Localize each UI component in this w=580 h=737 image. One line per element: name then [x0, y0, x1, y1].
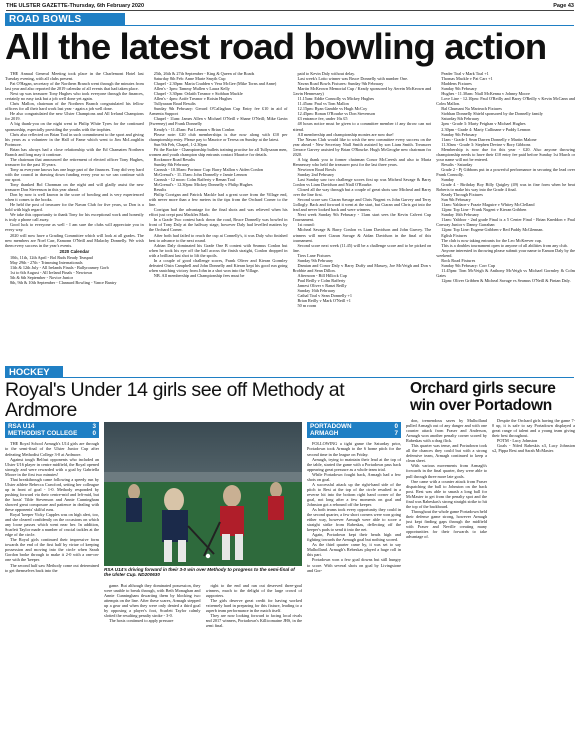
paragraph: Sunday 9th February: Gerard O'Callaghan Cup Entry fee £10 in aid of Armenta Support	[148, 106, 288, 117]
paragraph: Sunday 9th February	[441, 86, 477, 92]
score-value-2: 0	[92, 430, 96, 438]
paragraph: Rock Road Fixtures	[441, 257, 476, 263]
score-team-1: PORTADOWN	[310, 423, 352, 430]
orchard-headline: Orchard girls secure win over Portadown	[410, 380, 556, 414]
score-value-1: 0	[394, 423, 398, 430]
paragraph: Keady Through Fixtures	[441, 192, 483, 198]
paragraph: Adrian Daly dominated his Grade One B contest with Seamus Conlon but when he took his eye off the ball across the finish straight, Conlon dropped in with a brilliant last shot to lift the spoils.	[148, 242, 288, 258]
paragraph: 48 hours notice must be given to a committee member if any throw can not attend.	[292, 121, 432, 132]
paragraph: Portadown won a few goal downs but still hungry to score. With several shots on goal by Livingstone and Gor-	[307, 557, 401, 573]
paragraph: A big thank-you on the night went to Philip White Tyres for the continued sponsorship, especially providing the youths with the trophies.	[5, 121, 144, 132]
paragraph: Chapel - 2.30pm: Maria Cradden v Vera McGee (Mike Torns and Anne)	[153, 81, 277, 87]
paragraph: 12pm: Top Line - Frank Nugent v Kieran Gribben	[441, 207, 527, 213]
paragraph: Chapel - 3.30pm: Orlaith Treanor v Siobhan Mackle	[153, 91, 243, 97]
paragraph: With various movements from Armagh's forwards in the final quarter, they were able to pull through three more late goals.	[406, 463, 487, 479]
paragraph: Sun 9th February	[441, 197, 471, 203]
hockey-rule	[63, 377, 574, 378]
paragraph: 12pm: Top Line: Eugene Gribben v Red Paddy McGlennan.	[441, 227, 544, 233]
paragraph: Results - Saturday	[441, 161, 473, 167]
paragraph: Tiers Lane Fixtures	[297, 252, 331, 258]
paragraph: 2020 will now have a Grading Committee which will look at all grades. The new members are Noel Carr, Eamonn O'Neill and Malachy Donnelly. We wish them every success in the year's events.	[5, 232, 144, 248]
paragraph: Armagh, trying to maintain their lead at the top of the table, started the game with a Portadown pass back appearing great pressure as a whole team trial.	[307, 456, 401, 472]
road-bowls-column-2	[149, 71, 288, 361]
paragraph: Last week's Lotto winner was Bruce Donnelly with number One.	[297, 76, 409, 82]
paragraph: 12.15pm: Ryan Gamble vs Hugh McCoy	[297, 106, 368, 112]
paragraph: Sunday 9th February: Corr Cup	[441, 262, 496, 268]
paragraph: Martin McKeown Memorial Cup / Keady sponsored by Aerein McKeown and Gavin Hennessey)	[292, 86, 432, 97]
paragraph: In a couple of good challenge scores, Frank Oliver and Kieran Gormley defeated Oisin Campbell and John Donnelly and Kieran kept his good run going when snatching victory from John in a shot won into the Village.	[148, 257, 288, 273]
paragraph: Next week Sunday 9th February - 11am start sees the Kevin Calvert Cup Tournament.	[292, 212, 432, 223]
paragraph: Love Line - 12.10pm: Paul O'Reilly and Barry O'Reilly v Kevin McCann and Colm Mallon.	[436, 96, 575, 107]
paragraph: Last Sunday saw two challenge scores first up was Micheal Savage & Barry Conlon vs Liam Davidson and Niall O'Rourke.	[292, 176, 432, 188]
paragraph: 25th, 26th & 27th September - King & Queen of the Roads	[153, 71, 255, 76]
paragraph: Sun 9th Feb, Chapel, 1-2.30pm	[153, 141, 207, 147]
paragraph: Navan Road Bowls Fixtures: Sunday 9th February	[297, 81, 384, 87]
subheading: 2020 Calendar	[59, 248, 90, 254]
page-number: Page 43	[553, 3, 574, 9]
orchard-article-column-2	[406, 418, 487, 730]
paragraph: A successful attack up the right-hand side of the pitch to Rest at the top of the circle resulted in a reverse hit into the bottom right hand corner of the goal, not long after a few moments on goal and Johnston got a rebound off the keeper.	[307, 481, 401, 507]
paragraph: THE Royal School Armagh's U14 girls are through to the semi-final of the Ulster Junior Cup after defeating Methodist College 3-0 at Ardmore.	[5, 441, 99, 457]
paragraph: That breakthrough came following a speedy run by Ulster athlete Rebecca Crawford, setting her colleague up in front of goal - 1-0. Methody responded by pushing forward via their centre-mid and left-mid, but the hosts' Tilde Stevenson and Annie Cunningham showed great composure and patience in dealing with these opponents' skilful runs.	[5, 476, 99, 513]
paragraph: Please note: £20 club memberships is due now along with £10 per championship entry. Please pay to Maurice or Teresa on Sunday at the latest.	[148, 131, 288, 142]
paragraph: 8th, 9th & 10th September - Clannard Bowling - Vance Bantry	[10, 279, 117, 285]
orchard-article-body-3	[492, 418, 575, 453]
paragraph: Bal Chumant Na Marteach Fixtures	[441, 106, 502, 112]
road-bowls-columns	[5, 71, 575, 361]
paragraph: Tony as everyone knows has one huge part of the finances. Tony did very hard with the council in drawing down funding every year so we can continue with our sport.	[5, 166, 144, 182]
paragraph: Saturday 8th Feb: Anne Marie Smyth Cup	[153, 76, 226, 82]
paragraph: Brian has always had a close relationship with the Ed Chamaten Northern Branch and long may it continue.	[5, 146, 144, 157]
paragraph: Damian and Conor Daly v Barry Duffy and Massey, Joe McVeigh and Don v Brobbie and Sean Dillon.	[292, 262, 432, 273]
paragraph: right to the end and ran out deserved three-goal winners, much to the delight of the large crowd of supporters.	[205, 583, 302, 599]
royal-article-continued	[104, 583, 302, 734]
paragraph: Don by now is well known in the score of bowling and is very experienced when it comes to the books.	[5, 192, 144, 203]
paragraph: Grade 2 - Pj Gibbons put in a powerful performance in securing the lead over Frank Connolly.	[436, 166, 575, 177]
paragraph: £3 entrance fee, under 16s £5	[297, 116, 348, 122]
royal-article-column-2	[104, 583, 201, 734]
paragraph: Good luck to everyone as well - I am sure the clubs will appreciate you in every way.	[5, 222, 144, 233]
paragraph: In a Grade Two contest back down the road, Bruce Donnelly was bowled in front of Tony Daly at the halfway stage, however Daly had levelled matters by the Orchard Corner.	[148, 217, 288, 233]
paragraph: Chapel - 11am: James Allen v Michael O'Neill v Shane O'Neill; Mike Gavin (Sweeney) and Frank Donnelly	[148, 116, 288, 127]
road-bowls-column-4	[436, 71, 575, 361]
paragraph: A big thank you to former chairman Conor McCreesh and also to Maria Hennessey who held the treasurer post for the last three years.	[292, 156, 432, 167]
score-value-1: 3	[92, 423, 96, 430]
paragraph: Results	[153, 187, 167, 193]
royal-headline: Royal's Under 14 girls see off Methody at Ardmore	[5, 379, 345, 421]
paragraph: 5th & 6th September - Novice Junior	[10, 274, 74, 280]
paragraph: Sunday 16th February	[441, 212, 480, 218]
paragraph: FOLLOWING a tight game the Saturday prior, Portadown took Armagh to the 6 home pitch for the second time in the league on Friday.	[307, 441, 401, 457]
paragraph: Rockmore Road Results	[153, 156, 196, 162]
paragraph: Eglish Fixtures	[441, 232, 468, 238]
paragraph: THE Annual General Meeting took place in the Charlemont Hotel last Tuesday evening, with all clubs present.	[5, 71, 144, 82]
paragraph: Next up was treasurer Tony Hughes who took everyone through the finances, certainly no easy task but a job well done yet again.	[5, 91, 144, 102]
road-bowls-column-3	[293, 71, 432, 361]
paragraph: Fit the Buckie - Championship bullets training practise for all Tullysaran men, women and youth champion ship entrants contact Maurice for details.	[148, 146, 288, 157]
paragraph: Sunday 16th February	[297, 288, 336, 294]
orchard-article-body-1	[307, 441, 401, 572]
score-team-2: ARMAGH	[310, 430, 339, 438]
paragraph: After both had failed to reach the cup at Connelly's, it was Daly who finished best to advance to the next round.	[148, 232, 288, 243]
masthead-title: THE ULSTER GAZETTE-Thursday, 6th February 2020	[6, 3, 145, 9]
paragraph: As the third quarter came by, it was set to say Mulholland. Armagh's Rebeskas played a huge roll in this part.	[307, 542, 401, 558]
royal-scorebox	[5, 422, 99, 438]
paragraph: Tullyaraan Road Results	[153, 101, 196, 107]
paragraph: He held the post of treasurer for the Navan Club for five years, so Don is a hold with high regard.	[5, 202, 144, 213]
paragraph: The hosts continued to apply pressure	[109, 618, 174, 624]
paragraph: McGrenal's - 12.30pm: Mickey Donnelly v Philip Hughes	[153, 182, 253, 188]
orchard-article-column-3	[492, 418, 575, 730]
paragraph: Second score next week (11.45) will be a challenge score and to be picked on line.	[292, 242, 432, 253]
paragraph: paid to Kevin Daly without delay.	[297, 71, 356, 76]
section-label-hockey: HOCKEY	[5, 366, 63, 378]
paragraph: He also congratulated the new Ulster Champions and All Ireland Champions for 2019.	[5, 111, 144, 122]
score-team-1: RSA U14	[8, 423, 35, 430]
score-team-2: METHODIST COLLEGE	[8, 430, 78, 438]
paragraph: Carrush - 12 noon: Colm Rafferty v Renan Toal	[153, 176, 235, 182]
paragraph: They are now looking forward to facing local rivals and 2017 winners, Portadown's Killicomaine JHS, in the semi final.	[205, 613, 302, 629]
paragraph: Sunday 9th February	[297, 257, 334, 263]
paragraph: Philip Corrigan and Patrick Mackle had a great score from the Village end, with never more than a few meters in the tips from the Orchard Corner to the line.	[148, 192, 288, 208]
paragraph: The chairman that announced the retirement of elected officer Tony Hughes, treasurer for the past 10 years.	[5, 156, 144, 167]
royal-article-body	[5, 441, 99, 572]
paragraph: 11.45pm: Tom McVeigh & Anthony McVeigh vs Michael Gormley & Colm Gates	[436, 267, 575, 278]
paragraph: 11am - Grade 1 Sean Darren Donnelly v Martin Malone	[441, 136, 537, 142]
paragraph: 1st to 6th August - All Ireland Finals - Newtown	[10, 269, 93, 275]
paragraph: Throughout the whole game Portadown held their defense game strong, however Armagh just kept finding gaps through the midfield with Fraser and Neville creating many opportunities for their forwards to take advantage of.	[406, 508, 487, 540]
paragraph: 11th & 12th July - All Irelands Finals - Ballyroamey Gorb	[10, 264, 109, 270]
paragraph: Sunday 2nd February	[297, 171, 335, 177]
paragraph: 11am: Yaldoor - 2nd grade Final is a 5 Center Final - Brian Kneddon v Paul Conway Junior v Danny Garrahan	[436, 217, 575, 228]
paragraph: Carrush - 10.30am: Portmor Cup: Barry Mallon v Aiden Conlon	[153, 166, 264, 172]
paragraph: Sunday 9th February	[441, 131, 477, 137]
paragraph: Pat O'Hagan, secretary of the Northern Branch went through the minutes from last year and also reported the 2019 calendar of all events that had taken place.	[5, 81, 144, 92]
paragraph: 11.15am: Eddie Connolly vs Mickey Hughes	[297, 96, 375, 102]
paragraph: Jamesi Oliver v Ranzi Reilly	[297, 282, 347, 288]
paragraph: Again, Portadown kept their heads high and fighting towards the Armagh goal but nothing scored.	[307, 532, 401, 543]
paragraph: Brian Reilly v Mark O'Neill +1	[297, 298, 351, 304]
orchard-article-column-1	[307, 422, 401, 734]
paragraph: Despite the Orchard girls having the game 7-0 up, it is safe to say Portadown displayed a great range of talent and a young team giving their best throughout.	[492, 418, 575, 439]
paragraph: All membership and championship monies are now due!	[297, 131, 394, 137]
paragraph: 10th, 11th, 12th April - Bol Ruds Ready Teaspad	[10, 254, 93, 260]
photo-caption: RSA U14's driving forward in their 3-0 win over Methody to progress to the semi-final of the Ulster Cup. ND200630	[104, 567, 295, 578]
paragraph: don, tremendous saves by Mulholland pulled Armagh out of any danger and with one counter attack from Fraser and Anderson, Armagh won another penalty corner scored by Rabeskas with a drag flick.	[406, 418, 487, 444]
paragraph: Allen's - 4pm: Aoife Treanor v Roisin Hughes	[153, 96, 233, 102]
paragraph: This quarter was tense, and Portadown took all the chances they could but with a strong defensive team, Armagh continued to keep a clean sheet.	[406, 443, 487, 464]
paragraph: May 29th - 27th - Trimming Internationals	[10, 259, 83, 265]
orchard-article-body-2	[406, 418, 487, 539]
paragraph: 11am: Yaldaoe v Frazie Maguire v Whitey McClelland	[441, 202, 535, 208]
paragraph: The club is now taking entrants for the Leo McKeever cup.	[441, 237, 542, 243]
paragraph: 12pm: Oliver Gribben & Micheal Savage vs Seamus O'Neill & Fintan Daly.	[441, 277, 571, 283]
paragraph: As both teams took every opportunity they could in the second quarter, a few short corners were won going either way, however Armagh were able to score a straight strike from Rabeskas, deflecting off the keeper's pads to send it into the net.	[307, 507, 401, 533]
royal-article-column-3	[206, 583, 303, 734]
paragraph: Allen's - 3pm: Tammy Mullen v Laura Kelly	[153, 86, 230, 92]
paragraph: Grade 4 - Birthday Boy Billy Quigley (49) was in fine form when he beat Roberts to make his way into the Grade 4 final.	[436, 182, 575, 193]
orchard-scorebox	[307, 422, 401, 438]
paragraph: The Navan Club would like to wish the new committee every success on the year ahead - New Secretary Niall Smith assisted by son Liam Smith. Treasurer Gerrace Garvey assisted by Brian O'Rourke. Hugh McGeoghe new chairman for 2020.	[292, 136, 432, 157]
paragraph: The girls deserve great credit for having worked extremely hard in preparing for this fixture, leading to a superb team performance in the match itself.	[205, 598, 302, 614]
paragraph: Newtown Road Bowls	[297, 166, 336, 172]
paragraph: Paul Reilly v Colm Rafferty	[297, 277, 346, 283]
paragraph: Royal 'keeper Vicky Capples was on high alert, too, and she cleared confidently on the occasions on which any loose passes which went near her. In addition, Scarlett Taylor made a number of crucial tackles at the edge of the circle.	[5, 512, 99, 538]
paragraph: Against tough Belfast opponents who included an Ulster U16 player in centre midfield, the Royal opened strongly and were rewarded with a goal by Gabriella Moore in the first two minutes!	[5, 456, 99, 477]
main-headline: All the latest road bowling action	[5, 26, 547, 67]
paragraph: Thomas Mackle v Pat Carr +1	[441, 76, 493, 82]
paragraph: Maddens Fixtures	[441, 81, 472, 87]
paragraph: Keady's - 11.45am: Pat Lennon v Brian Conlon	[153, 126, 235, 132]
paragraph: Chris also reflected on Brian Toal in such commitment to the sport and giving his years as a volunteer in the Hall of Fame which went to Jim McLoughlin Portmore.	[5, 131, 144, 147]
paragraph: While Portadown fought back, Armagh had a few shots on goal.	[307, 471, 401, 482]
paragraph: Sunday	[441, 176, 454, 182]
paragraph: Chris Mallon, chairman of the Northern Branch congratulated his fellow officers for all their hard work last year - again a job well done.	[5, 101, 144, 112]
paragraph: Hughes - 11.30am: Niall McKenna v Johnny Moore	[441, 91, 530, 97]
paragraph: The second half saw Methody come out determined to get themselves back into the	[5, 562, 99, 573]
paragraph: Second score saw Ciaran Savage and Chris Nugent vs John Garvey and Terry Gollogly. Back and forward it went at the start, but Ciaran and Chris got into the lead and never looked back and were winners.	[292, 197, 432, 213]
paragraph: POTM - Lucy Johnston	[497, 438, 538, 444]
hockey-photo-image	[104, 422, 302, 566]
paragraph: 11.45am: Paul vs Tom Mallon	[297, 101, 349, 107]
paragraph: Corrigan had the advantage for the final shots and was relieved when his effort just crept past Mackles Mark.	[148, 207, 288, 218]
paragraph: This is a doubles tournament open to anyone of all abilities from any club.	[441, 242, 568, 248]
paragraph: 1st round:	[297, 222, 315, 228]
paragraph: Membership is now due for this year - £20. Also anyone throwing championship needs to have their £10 entry fee paid before Sunday 1st March or your name will not be entered.	[436, 146, 575, 162]
royal-article-column	[5, 422, 99, 734]
masthead	[6, 2, 574, 11]
road-bowls-column-1	[5, 71, 144, 361]
paragraph: 2pm - Grade 3: Marty Feighan v Michael Hughes	[441, 121, 526, 127]
paragraph: 2.30pm - Grade 4: Marty Cullinane v Paddy Lennon	[441, 126, 531, 132]
score-value-2: 7	[394, 430, 398, 438]
paragraph: Afternoon - Bill Hillock Cup	[297, 272, 347, 278]
paragraph: Micheal Savage & Barry Conlon vs Liam Davidson and John Garvey. The winners will meet Ciaran Savage & Aidan Davidson in the final of this tournament.	[292, 227, 432, 243]
paragraph: game. But although they dominated possession, they were unable to break through, with Beth Monaghan and Annie Cunningham thwarting them by blocking two attempts on the line. After these scares, Armagh stepped up a gear and when they were only denied a third goal by opposing a player's foot, Scarlett Taylor calmly slotted the resulting penalty stroke - 3-0.	[104, 583, 201, 619]
paragraph: One came with a counter attack from Fraser dispatching the ball to Johnston on the back post. Rest was able to smash a long ball for McMaster to get from the penalty spot and the final was Rabeskas's strong straight strike to hit the top of the backboard.	[406, 478, 487, 509]
paragraph: 11.30am - Grade 3: Stephen Devine v Rory Gibbons	[441, 141, 531, 147]
paragraph: Peader Toal v Mark Toal +1	[441, 71, 489, 76]
paragraph: NB. All membership and Championship fees must be	[153, 272, 245, 278]
paragraph: Cathal Toal v Sean Donnelly +1	[297, 293, 353, 299]
paragraph: Tony thanked Bol Chonman on the night and will gladly assist the new treasurer Don Stevenson in this year ahead.	[5, 182, 144, 193]
paragraph: Sunday 8th February	[153, 161, 190, 167]
paragraph: Saturday 8th February	[441, 116, 480, 122]
paragraph: Anyone interested in throwing please submit your name to Eamon Daly by the weekend.	[436, 247, 575, 258]
hockey-photo	[104, 422, 302, 566]
paragraph: 12.45pm: Ronan O'Rourke vs Don Stevenson	[297, 111, 375, 117]
paragraph: Closed all the way through but a couple of great shots saw Micheal and Barry over the line first.	[292, 187, 432, 198]
paragraph: McGrenal's - 11.15am: John Donnelly v Jamie Lennon	[153, 171, 247, 177]
section-label-road-bowls: ROAD BOWLS	[5, 13, 125, 26]
paragraph: The Royal girls continued their impressive form towards the end of the first half by virtue of keeping possession and moving into the circle when Sarah Gordon broke through to make it 2-0 with a one-on-one with the 'keeper.	[5, 537, 99, 563]
paragraph: 50 m room	[297, 303, 317, 309]
paragraph: Siobhan Donnelly Shield sponsored by the Donnelly family	[441, 111, 543, 117]
paragraph: Goals - Nifed Rabeskis x3, Lucy Johnston x2, Pippa Rest and Sarah McMaster.	[492, 443, 575, 454]
paragraph: We take this opportunity to thank Tony for his exceptional work and honestly is truly a phone call away.	[5, 212, 144, 223]
